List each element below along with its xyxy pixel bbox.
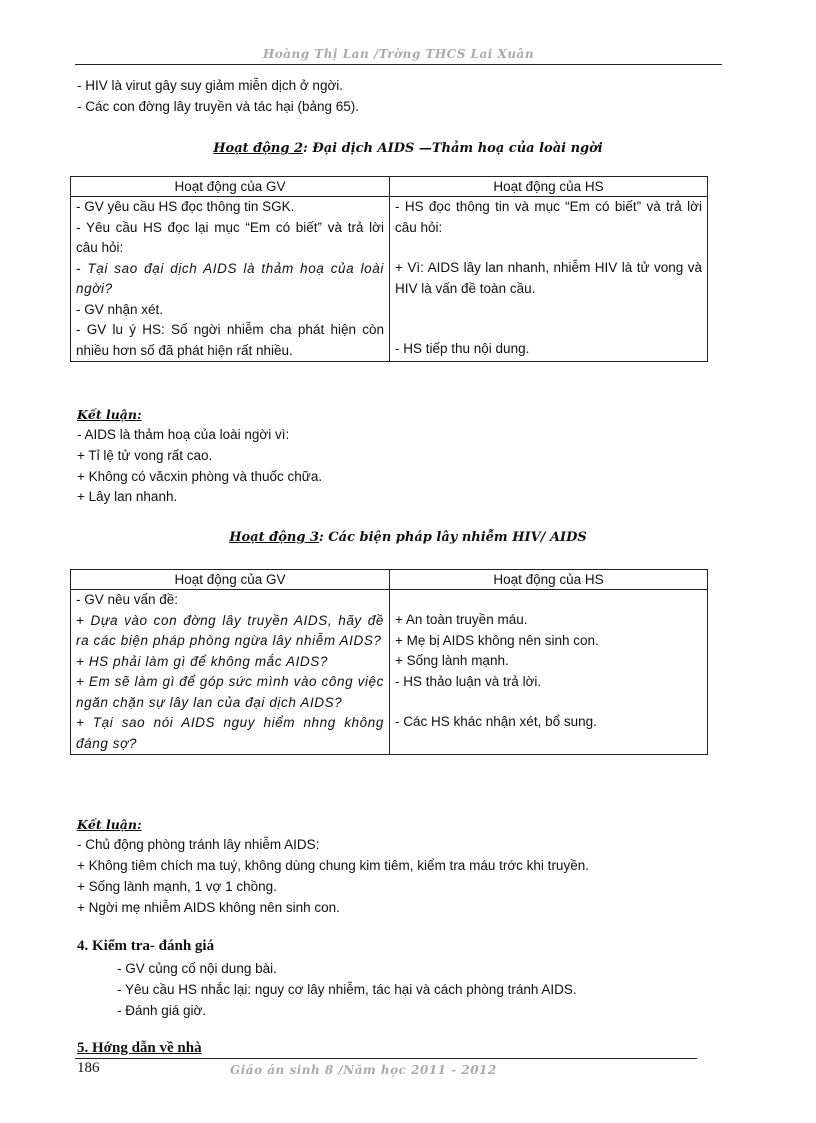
section-4-title: 4. Kiểm tra- đánh giá bbox=[77, 938, 215, 954]
section-4-line: - Đánh giá giờ. bbox=[117, 1003, 207, 1018]
conclusion-1-title: Kết luận: bbox=[77, 407, 142, 422]
hs-item: - Các HS khác nhận xét, bổ sung. bbox=[395, 714, 597, 729]
hs-item: + Vì: AIDS lây lan nhanh, nhiễm HIV là tử vong và HIV là vấn đề toàn cầu. bbox=[395, 260, 702, 296]
table-row bbox=[71, 197, 708, 362]
gv-question: + HS phải làm gì để không mắc AIDS? bbox=[76, 653, 328, 669]
col-gv-header: Hoạt động của GV bbox=[71, 177, 390, 197]
gv-question: + Tại sao nói AIDS nguy hiểm nhng không đáng sợ? bbox=[76, 715, 384, 751]
hs-item: + Sống lành mạnh. bbox=[395, 653, 509, 668]
col-gv-header: Hoạt động của GV bbox=[71, 570, 390, 590]
footer-rule bbox=[75, 1058, 697, 1059]
col-hs-header: Hoạt động của HS bbox=[390, 177, 708, 197]
activity-3-table bbox=[70, 569, 708, 755]
gv-question: + Dựa vào con đờng lây truyền AIDS, hãy đề ra các biện pháp phòng ngừa lây nhiễm AIDS? bbox=[76, 612, 384, 648]
gv-cell bbox=[71, 197, 390, 362]
page-header-text: Hoàng Thị Lan /Trờng THCS Lai Xuân bbox=[262, 47, 535, 61]
conclusion-2-title: Kết luận: bbox=[77, 817, 142, 832]
conclusion-2-line: + Sống lành mạnh, 1 vợ 1 chồng. bbox=[77, 879, 277, 894]
intro-line-1: - HIV là virut gây suy giảm miễn dịch ở ngời. bbox=[77, 78, 344, 93]
gv-question: + Em sẽ làm gì để góp sức mình vào công việc ngăn chặn sự lây lan của đại dịch AIDS? bbox=[76, 674, 384, 710]
hs-item: - HS thảo luận và trả lời. bbox=[395, 673, 542, 689]
hs-item: - HS đọc thông tin và mục “Em có biết” và trả lời câu hỏi: bbox=[395, 199, 702, 235]
activity-2-heading-rest: : Đại dịch AIDS —Thảm hoạ của loài ngời bbox=[303, 141, 603, 156]
gv-item: - GV nêu vấn đề: bbox=[76, 592, 179, 607]
gv-item: - GV lu ý HS: Số ngời nhiễm cha phát hiện còn nhiều hơn số đã phát hiện rất nhiều. bbox=[76, 322, 384, 358]
conclusion-2-line: + Không tiêm chích ma tuý, không dùng chung kim tiêm, kiểm tra máu trớc khi truyền. bbox=[77, 858, 589, 873]
activity-3-heading-prefix: Hoạt động 3 bbox=[229, 530, 319, 545]
conclusion-2-line: - Chủ động phòng tránh lây nhiễm AIDS: bbox=[77, 837, 320, 852]
gv-item: - GV nhận xét. bbox=[76, 301, 164, 317]
activity-3-heading bbox=[0, 530, 816, 545]
hs-item: + An toàn truyền máu. bbox=[395, 612, 528, 627]
activity-2-table bbox=[70, 176, 708, 362]
gv-item: - Yêu cầu HS đọc lại mục “Em có biết” và trả lời câu hỏi: bbox=[76, 219, 384, 255]
section-5-title: 5. Hớng dẫn về nhà bbox=[77, 1040, 202, 1056]
gv-question: - Tại sao đại dịch AIDS là thảm hoạ của loài ngời? bbox=[76, 260, 384, 296]
conclusion-1-line: + Không có văcxin phòng và thuốc chữa. bbox=[77, 469, 323, 484]
gv-cell bbox=[71, 590, 390, 755]
footer-text: Giáo án sinh 8 /Năm học 2011 - 2012 bbox=[230, 1063, 497, 1077]
hs-cell bbox=[390, 590, 708, 755]
activity-2-heading bbox=[0, 141, 816, 156]
gv-item: - GV yêu cầu HS đọc thông tin SGK. bbox=[76, 199, 295, 214]
table-header-row bbox=[71, 570, 708, 590]
conclusion-1-line: + Tỉ lệ tử vong rất cao. bbox=[77, 448, 213, 463]
header-rule bbox=[75, 64, 722, 65]
table-row bbox=[71, 590, 708, 755]
page-number: 186 bbox=[77, 1060, 100, 1076]
col-hs-header: Hoạt động của HS bbox=[390, 570, 708, 590]
section-4-line: - GV củng cố nội dung bài. bbox=[117, 961, 277, 976]
hs-cell bbox=[390, 197, 708, 362]
conclusion-1-line: + Lây lan nhanh. bbox=[77, 489, 178, 504]
table-header-row bbox=[71, 177, 708, 197]
activity-3-heading-rest: : Các biện pháp lây nhiễm HIV/ AIDS bbox=[318, 530, 587, 545]
activity-2-heading-prefix: Hoạt động 2 bbox=[213, 141, 304, 156]
hs-item: + Mẹ bị AIDS không nên sinh con. bbox=[395, 632, 599, 648]
section-4-line: - Yêu cầu HS nhắc lại: nguy cơ lây nhiễm, tác hại và cách phòng tránh AIDS. bbox=[117, 982, 577, 997]
conclusion-1-line: - AIDS là thảm hoạ của loài ngời vì: bbox=[77, 427, 290, 442]
conclusion-2-line: + Ngời mẹ nhiễm AIDS không nên sinh con. bbox=[77, 900, 340, 915]
hs-item: - HS tiếp thu nội dung. bbox=[395, 341, 530, 356]
intro-line-2: - Các con đờng lây truyền và tác hại (bảng 65). bbox=[77, 99, 360, 114]
